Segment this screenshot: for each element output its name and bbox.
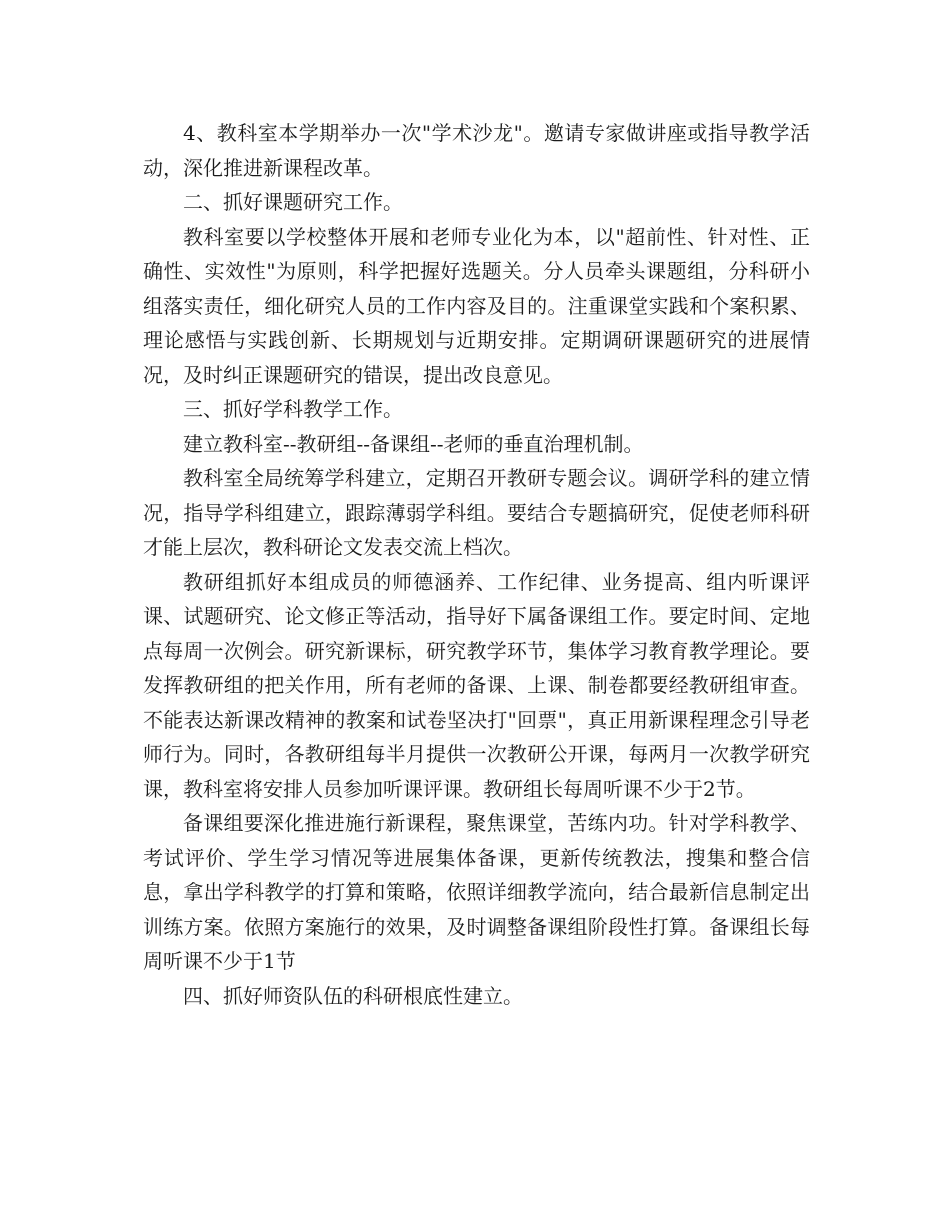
section-heading-teacher-team: 四、抓好师资队伍的科研根底性建立。 (183, 983, 523, 1008)
section-heading-topic-research: 二、抓好课题研究工作。 (183, 190, 403, 214)
paragraph-item-4-salon: 4、教科室本学期举办一次"学术沙龙"。邀请专家做讲座或指导教学活动，深化推进新课程改革。 (143, 121, 810, 180)
paragraph-lesson-prep-group: 备课组要深化推进施行新课程，聚焦课堂，苦练内功。针对学科教学、考试评价、学生学习情况等进展集体备课，更新传统教法，搜集和整合信息，拿出学科教学的打算和策略，依照详细教学流向，结合最新信息制定出训练方案。依照方案施行的效果，及时调整备课组阶段性打算。备课组长每周听课不少于1节 (143, 811, 810, 973)
section-heading-subject-teaching: 三、抓好学科教学工作。 (183, 397, 403, 421)
paragraph-teaching-office: 教科室全局统筹学科建立，定期召开教研专题会议。调研学科的建立情况，指导学科组建立，跟踪薄弱学科组。要结合专题搞研究，促使老师科研才能上层次，教科研论文发表交流上档次。 (143, 466, 810, 559)
paragraph-management-mechanism: 建立教科室--教研组--备课组--老师的垂直治理机制。 (183, 431, 644, 456)
paragraph-research-group: 教研组抓好本组成员的师德涵养、工作纪律、业务提高、组内听课评课、试题研究、论文修正等活动，指导好下属备课组工作。要定时间、定地点每周一次例会。研究新课标，研究教学环节，集体学习教育教学理论。要发挥教研组的把关作用，所有老师的备课、上课、制卷都要经教研组审查。不能表达新课改精神的教案和试卷坚决打"回票"，真正用新课程理念引导老师行为。同时，各教研组每半月提供一次教研公开课，每两月一次教学研究课，教科室将安排人员参加听课评课。教研组长每周听课不少于2节。 (143, 569, 810, 801)
paragraph-topic-research: 教科室要以学校整体开展和老师专业化为本，以"超前性、针对性、正确性、实效性"为原则，科学把握好选题关。分人员牵头课题组，分科研小组落实责任，细化研究人员的工作内容及目的。注重课堂实践和个案积累、理论感悟与实践创新、长期规划与近期安排。定期调研课题研究的进展情况，及时纠正课题研究的错误，提出改良意见。 (143, 224, 810, 387)
